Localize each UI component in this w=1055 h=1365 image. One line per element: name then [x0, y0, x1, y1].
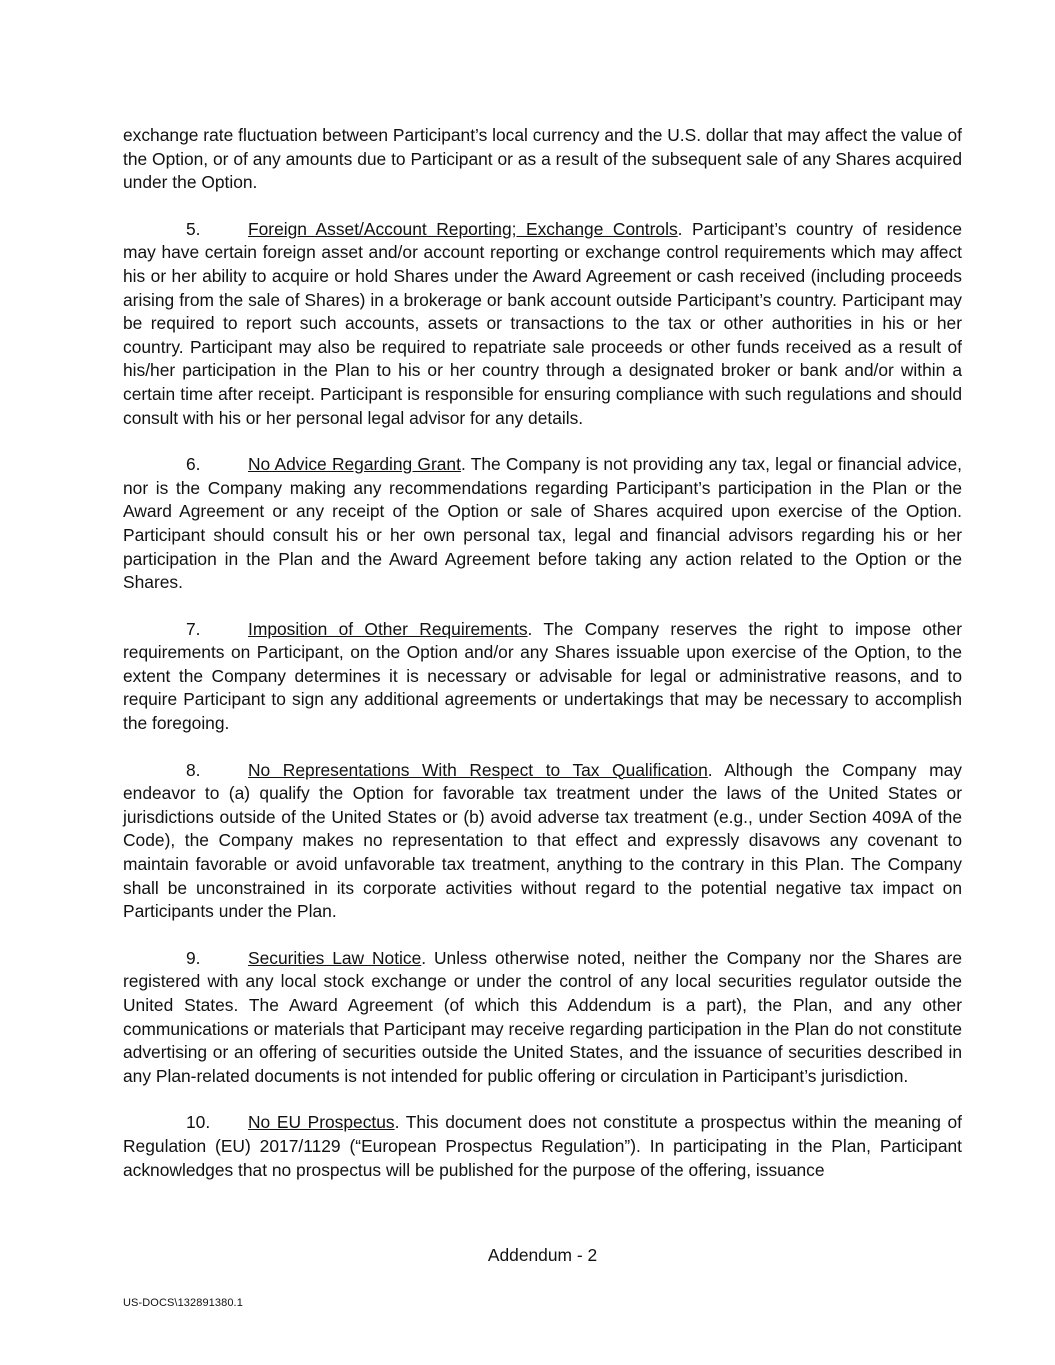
- section-8: [123, 759, 962, 924]
- section-number: 5.: [186, 218, 201, 239]
- section-text: . Unless otherwise noted, neither the Company nor the Shares are registered with any local stock exchange or under the control of any local securities regulator outside the United States. The Award Agreement (of which this Addendum is a part), the Plan, and any other communications or materials that Participant may receive regarding participation in the Plan do not constitute advertising or an offering of securities outside the United States, and the issuance of securities described in any Plan-related documents is not intended for public offering or circulation in Participant’s jurisdiction.: [123, 947, 962, 1086]
- section-text: . This document does not constitute a prospectus within the meaning of Regulation (EU) 2017/1129 (“European Prospectus Regulation”). In participating in the Plan, Participant acknowledges that no prospectus will be published for the purpose of the offering, issuance: [123, 1112, 962, 1180]
- section-5: [123, 218, 962, 430]
- section-text: . Although the Company may endeavor to (a) qualify the Option for favorable tax treatment under the laws of the United States or jurisdictions outside of the United States or (b) avoid adverse tax treatment (e.g., under Section 409A of the Code), the Company makes no representation to that effect and expressly disavows any covenant to maintain favorable or avoid unfavorable tax treatment, anything to the contrary in this Plan. The Company shall be unconstrained in its corporate activities without regard to the potential negative tax impact on Participants under the Plan.: [123, 759, 962, 922]
- section-number: 9.: [186, 947, 201, 968]
- continuation-paragraph: exchange rate fluctuation between Participant’s local currency and the U.S. dollar that may affect the value of the Option, or of any amounts due to Participant or as a result of the subsequent sale of any Shares acquired under the Option.: [123, 125, 962, 193]
- section-text: . The Company is not providing any tax, legal or financial advice, nor is the Company making any recommendations regarding Participant’s participation in the Plan or the Award Agreement or any receipt of the Option or sale of Shares acquired upon exercise of the Option. Participant should consult his or her own personal tax, legal and financial advisors regarding his or her participation in the Plan and the Award Agreement before taking any action related to the Option or the Shares.: [123, 454, 962, 593]
- section-title: Securities Law Notice: [248, 947, 422, 968]
- section-number: 6.: [186, 454, 201, 475]
- section-number: 8.: [186, 759, 201, 780]
- section-title: Foreign Asset/Account Reporting; Exchange Controls: [248, 218, 678, 239]
- document-body: [123, 124, 962, 1205]
- section-6: [123, 453, 962, 595]
- section-number: 10.: [186, 1112, 211, 1133]
- section-title: No Representations With Respect to Tax Qualification: [248, 759, 708, 780]
- section-text: . The Company reserves the right to impose other requirements on Participant, on the Option and/or any Shares issuable upon exercise of the Option, to the extent the Company determines it is necessary or advisable for legal or administrative reasons, and to require Participant to sign any additional agreements or undertakings that may be necessary to accomplish the foregoing.: [123, 618, 962, 734]
- section-number: 7.: [186, 618, 201, 639]
- section-title: No EU Prospectus: [248, 1112, 395, 1133]
- document-id: US-DOCS\132891380.1: [123, 1297, 243, 1309]
- page-label: Addendum - 2: [487, 1245, 598, 1265]
- section-9: [123, 947, 962, 1089]
- section-7: [123, 618, 962, 736]
- section-text: . Participant’s country of residence may have certain foreign asset and/or account reporting or exchange control requirements which may affect his or her ability to acquire or hold Shares under the Award Agreement or cash received (including proceeds arising from the sale of Shares) in a brokerage or bank account outside Participant’s country. Participant may be required to report such accounts, assets or transactions to the tax or other authorities in his or her country. Participant may also be required to repatriate sale proceeds or other funds received as a result of his/her participation in the Plan to his or her country through a designated broker or bank and/or within a certain time after receipt. Participant is responsible for ensuring compliance with such regulations and should consult with his or her personal legal advisor for any details.: [123, 218, 962, 428]
- section-10: [123, 1111, 962, 1182]
- section-title: No Advice Regarding Grant: [248, 454, 461, 475]
- section-title: Imposition of Other Requirements: [248, 618, 528, 639]
